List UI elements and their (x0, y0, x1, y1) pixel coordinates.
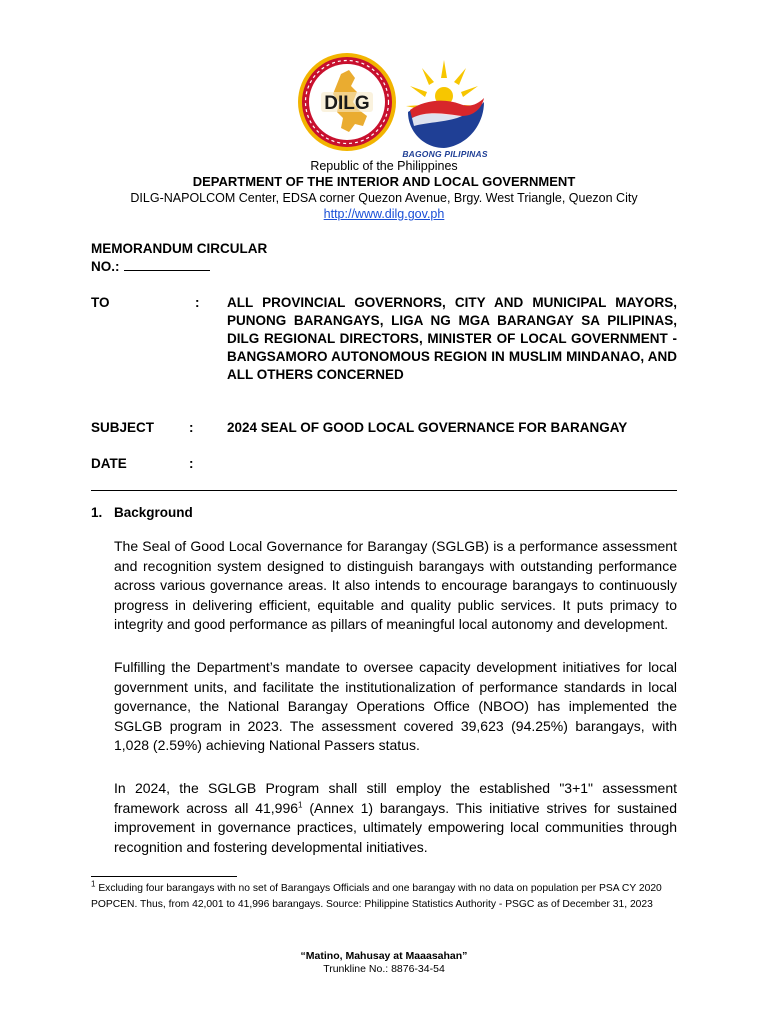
footnote-marker: 1 (91, 879, 96, 889)
paragraph-3-end: (Annex 1) barangays. This initiative strives for sustained improvement in governance practices, ultimately empowering local communities through recognition and fostering developmental initiatives. (114, 799, 677, 855)
subject-colon: : (189, 420, 194, 435)
trunkline: Trunkline No.: 8876-34-54 (323, 963, 445, 975)
office-address: DILG-NAPOLCOM Center, EDSA corner Quezon Avenue, Brgy. West Triangle, Quezon City (130, 191, 638, 205)
subject-field (91, 419, 677, 439)
subject-label: SUBJECT (91, 420, 155, 435)
department-name: DEPARTMENT OF THE INTERIOR AND LOCAL GOVERNMENT (192, 174, 576, 189)
to-value: ALL PROVINCIAL GOVERNORS, CITY AND MUNICIPAL MAYORS, PUNONG BARANGAYS, LIGA NG MGA BARANGAY SA PILIPINAS, DILG REGIONAL DIRECTORS, MINISTER OF LOCAL GOVERNMENT - BANGSAMORO AUTONOMOUS REGION IN MUSLIM MINDANAO, AND ALL OTHERS CONCERNED (227, 295, 677, 382)
footnote (91, 881, 681, 912)
page-footer (0, 950, 768, 976)
date-field (91, 455, 677, 475)
footnote-divider (91, 876, 237, 877)
republic-line: Republic of the Philippines (310, 159, 458, 173)
paragraph-3 (114, 779, 677, 857)
dilg-seal-logo (297, 52, 397, 152)
memo-title-block (91, 240, 267, 276)
subject-value: 2024 SEAL OF GOOD LOCAL GOVERNANCE FOR BARANGAY (227, 420, 628, 435)
footnote-ref[interactable]: 1 (298, 799, 303, 809)
paragraph-1: The Seal of Good Local Governance for Barangay (SGLGB) is a performance assessment and recognition system designed to distinguish barangays with outstanding performance across various governance areas. It also intends to encourage barangays to continuously progress in delivering efficient, equitable and quality public services. It puts primacy to integrity and good performance as pillars of meaningful local autonomy and development. (114, 538, 677, 633)
letterhead (0, 158, 768, 222)
to-label: TO (91, 295, 110, 310)
memo-number-blank (124, 258, 210, 271)
section-title: Background (114, 505, 193, 520)
section-heading (91, 504, 193, 522)
date-colon: : (189, 456, 194, 471)
header-divider (91, 490, 677, 491)
to-field (91, 294, 677, 402)
paragraph-2: Fulfilling the Department’s mandate to oversee capacity development initiatives for local government units, and facilitate the institutionalization of performance standards in local governance, the National Barangay Operations Office (NBOO) has implemented the SGLGB program in 2023. The assessment covered 39,623 (94.25%) barangays, with 1,028 (2.59%) achieving National Passers status. (114, 659, 677, 754)
footnote-text: Excluding four barangays with no set of Barangays Officials and one barangay with no data on population per PSA CY 2020 POPCEN. Thus, from 42,001 to 41,996 barangays. Source: Philippine Statistics Authority - PSGC as of December 31, 2023 (91, 883, 662, 910)
motto: “Matino, Mahusay at Maaasahan” (300, 950, 468, 962)
logo-bar (0, 52, 768, 162)
memo-number-label: NO.: (91, 259, 120, 274)
to-colon: : (195, 295, 200, 310)
memo-title: MEMORANDUM CIRCULAR (91, 241, 268, 256)
bagong-pilipinas-logo (400, 56, 488, 156)
bagong-pilipinas-text: BAGONG PILIPINAS (402, 149, 488, 159)
section-number: 1. (91, 505, 103, 520)
memo-number-line (91, 258, 267, 276)
website-link[interactable]: http://www.dilg.gov.ph (323, 207, 445, 221)
date-label: DATE (91, 456, 127, 471)
paragraph-3-start: In 2024, the SGLGB Program shall still employ the established "3+1" assessment framework across all 41,996 (114, 780, 677, 816)
seal-text: DILG (324, 93, 370, 114)
